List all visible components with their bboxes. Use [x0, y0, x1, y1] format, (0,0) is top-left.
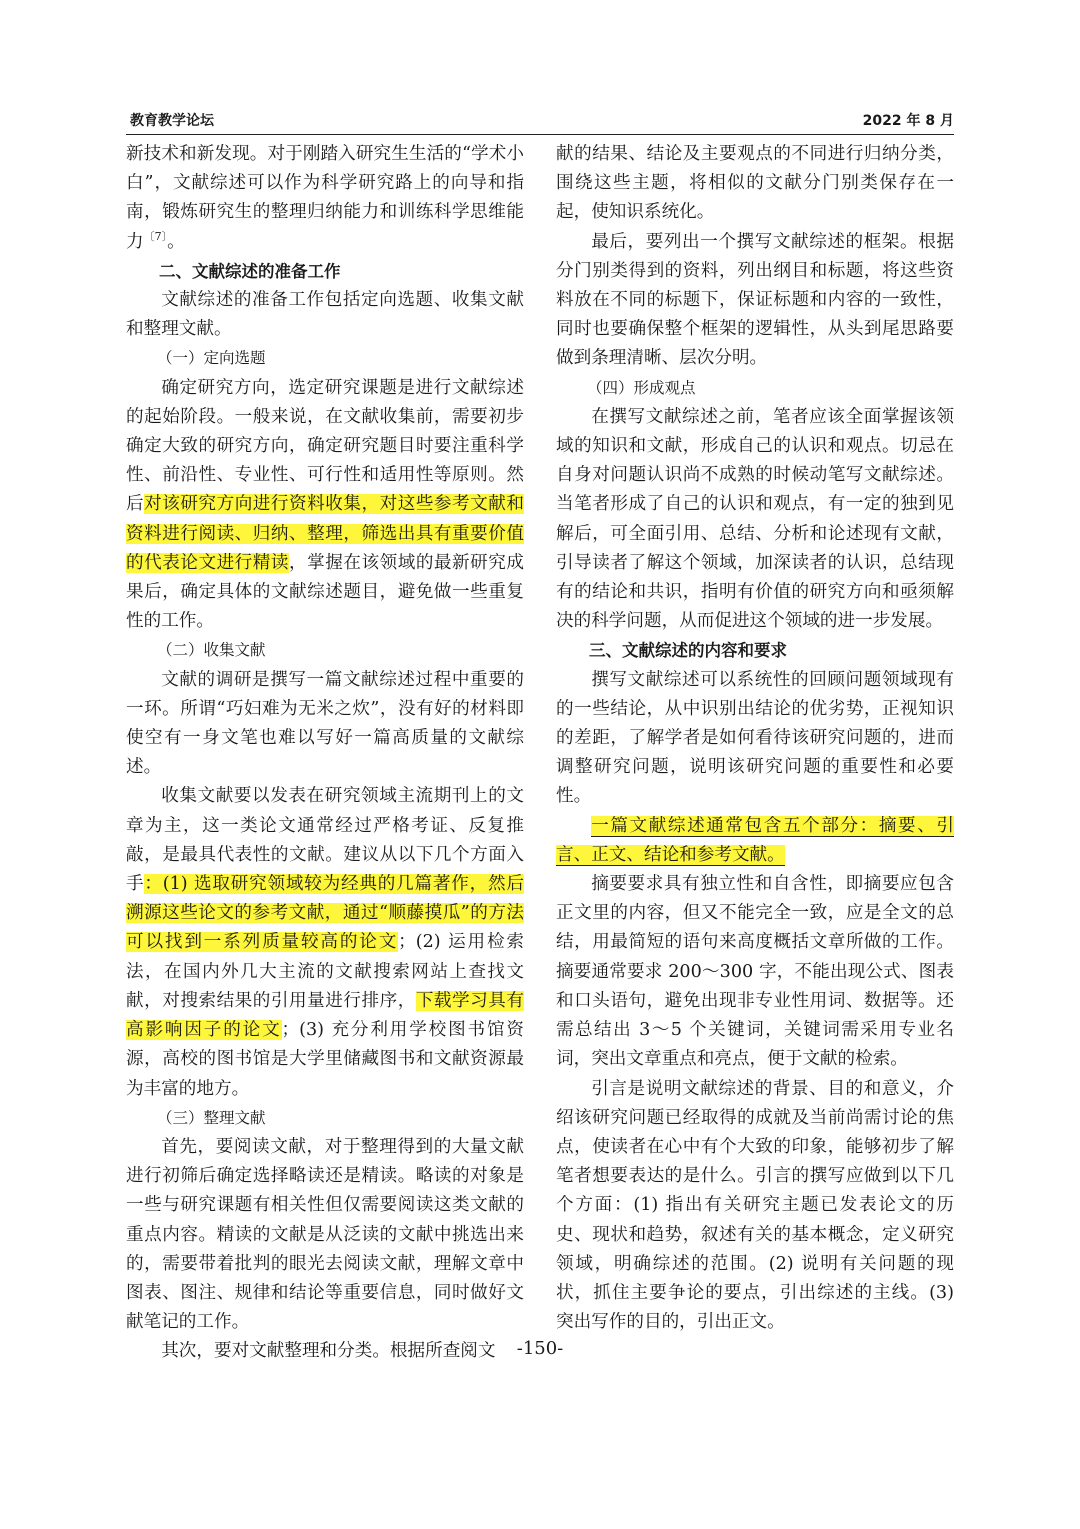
- paragraph: 其次，要对文献整理和分类。根据所查阅文: [161, 1341, 496, 1362]
- paragraph: 引言是说明文献综述的背景、目的和意义，介绍该研究问题已经取得的成就及当前尚需讨论的焦点，使读者在心中有个大致的印象，能够初步了解笔者想要表达的是什么。引言的撰写应做到以下几个方面：(1) 指出有关研究主题已发表论文的历史、现状和趋势，叙述有关的基本概念，定义研究领域，明确综述的范围。(2) 说明有关问题的现状，抓住主要争论的要点，引出综述的主线。(3) 突出写作的目的，引出正文。: [556, 1078, 954, 1333]
- section-heading: 三、文献综述的内容和要求: [589, 641, 787, 661]
- paragraph: 摘要要求具有独立性和自含性，即摘要应包含正文里的内容，但又不能完全一致，应是全文的总结，用最简短的语句来高度概括文章所做的工作。摘要通常要求 200～300 字，不能出现公式、图表和口头语句，避免出现非专业性用词、数据等。还需总结出 3～5 个关键词，关键词需采用专业名词，突出文章重点和亮点，便于文献的检索。: [556, 874, 954, 1070]
- paragraph: 献的结果、结论及主要观点的不同进行归纳分类，围绕这些主题，将相似的文献分门别类保存在一起，使知识系统化。: [556, 144, 954, 223]
- running-header: [126, 106, 954, 134]
- header-rule: [126, 134, 954, 135]
- journal-name: 教育教学论坛: [130, 113, 214, 129]
- highlighted-text: 一篇文献综述通常包含五个部分：摘要、引言、正文、结论和参考文献。: [556, 815, 954, 865]
- highlighted-text: ：(1) 选取研究领域较为经典的几篇著作，然后溯源这些论文的参考文献，通过“顺藤摸瓜”的方法可以找到一系列质量较高的论文: [126, 874, 524, 953]
- paragraph: 最后，要列出一个撰写文献综述的框架。根据分门别类得到的资料，列出纲目和标题，将这些资料放在不同的标题下，保证标题和内容的一致性，同时也要确保整个框架的逻辑性，从头到尾思路要做到条理清晰、层次分明。: [556, 231, 954, 369]
- subsection-heading: （四）形成观点: [587, 378, 696, 397]
- paragraph: 文献综述的准备工作包括定向选题、收集文献和整理文献。: [126, 290, 524, 340]
- paragraph: 新技术和新发现。对于刚踏入研究生生活的“学术小白”，文献综述可以作为科学研究路上的向导和指南，锻炼研究生的整理归纳能力和训练科学思维能力$^{〔7〕}$。: [126, 144, 524, 252]
- highlighted-text: 下载学习具有高影响因子的论文: [126, 990, 524, 1041]
- citation[interactable]: 〔7〕: [143, 229, 168, 243]
- paragraph: 首先，要阅读文献，对于整理得到的大量文献进行初筛后确定选择略读还是精读。略读的对象是一些与研究课题有相关性但仅需要阅读这类文献的重点内容。精读的文献是从泛读的文献中挑选出来的，需要带着批判的眼光去阅读文献，理解文章中图表、图注、规律和结论等重要信息，同时做好文献笔记的工作。: [126, 1136, 524, 1333]
- paragraph: 收集文献要以发表在研究领域主流期刊上的文章为主，这一类论文通常经过严格考证、反复推敲，是最具代表性的文献。建议从以下几个方面入手：(1) 选取研究领域较为经典的几篇著作，然后溯源这些论文的参考文献，通过“顺藤摸瓜”的方法可以找到一系列质量较高的论文；(2) 运用检索法，在国内外几大主流的文献搜索网站上查找文献，对搜索结果的引用量进行排序，下载学习具有高影响因子的论文；(3) 充分利用学校图书馆资源，高校的图书馆是大学里储藏图书和文献资源最为丰富的地方。: [126, 786, 524, 1099]
- subsection-heading: （二）收集文献: [157, 641, 266, 660]
- paragraph: 文献的调研是撰写一篇文献综述过程中重要的一环。所谓“巧妇难为无米之炊”，没有好的材料即使空有一身文笔也难以写好一篇高质量的文献综述。: [126, 669, 524, 778]
- section-heading: 二、文献综述的准备工作: [159, 261, 341, 281]
- paragraph: 确定研究方向，选定研究课题是进行文献综述的起始阶段。一般来说，在文献收集前，需要初步确定大致的研究方向，确定研究题目时要注重科学性、前沿性、专业性、可行性和适用性等原则。然后对该研究方向进行资料收集，对这些参考文献和资料进行阅读、归纳、整理，筛选出具有重要价值的代表论文进行精读，掌握在该领域的最新研究成果后，确定具体的文献综述题目，避免做一些重复性的工作。: [126, 377, 524, 632]
- paragraph: [556, 812, 954, 870]
- right-column: [556, 140, 954, 1337]
- subsection-heading: （三）整理文献: [157, 1108, 266, 1127]
- page-number: -150-: [516, 1338, 564, 1359]
- paragraph: 撰写文献综述可以系统性的回顾问题领域现有的一些结论，从中识别出结论的优劣势，正视知识的差距，了解学者是如何看待该研究问题的，进而调整研究问题，说明该研究问题的重要性和必要性。: [556, 669, 954, 807]
- subsection-heading: （一）定向选题: [157, 349, 266, 368]
- paragraph: 在撰写文献综述之前，笔者应该全面掌握该领域的知识和文献，形成自己的认识和观点。切忌在自身对问题认识尚不成熟的时候动笔写文献综述。当笔者形成了自己的认识和观点，有一定的独到见解后，可全面引用、总结、分析和论述现有文献，引导读者了解这个领域，加深读者的认识，总结现有的结论和共识，指明有价值的研究方向和亟须解决的科学问题，从而促进这个领域的进一步发展。: [556, 406, 954, 632]
- highlighted-text: 对该研究方向进行资料收集，对这些参考文献和资料进行阅读、归纳、整理，筛选出具有重要价值的代表论文进行精读: [126, 494, 524, 573]
- issue-date: 2022 年 8 月: [862, 113, 954, 129]
- left-column: [126, 140, 524, 1367]
